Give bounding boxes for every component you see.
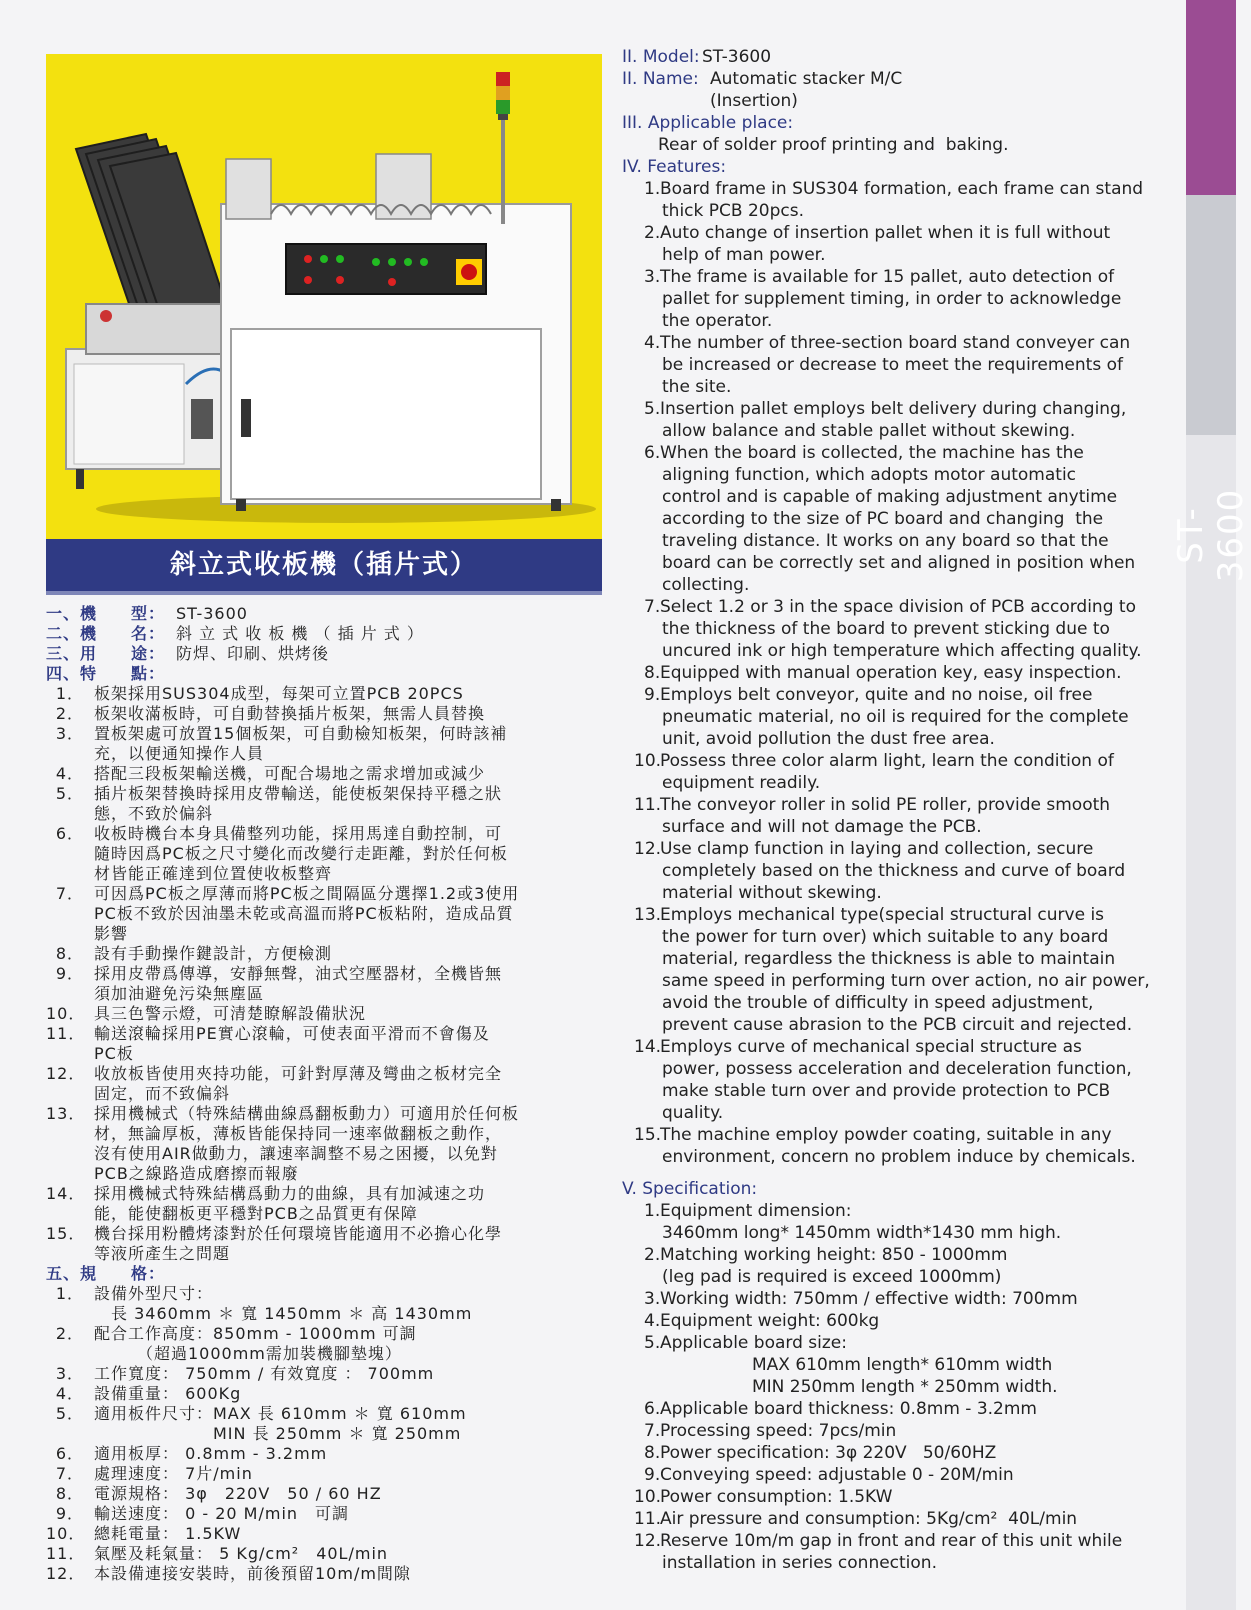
- en-feature-line: Insertion pallet employs belt delivery during changing,: [660, 399, 1127, 419]
- product-photo: [46, 54, 602, 539]
- en-spec-number: 10.: [634, 1487, 662, 1507]
- en-feature-line: board can be correctly set and aligned in position when: [662, 553, 1136, 573]
- en-spec-number: 1.: [644, 1201, 661, 1221]
- cn-spec-line: 適用板厚： 0.8mm - 3.2mm: [94, 1444, 328, 1463]
- cn-spec-line: 輸送速度： 0 - 20 M/min 可調: [94, 1504, 350, 1523]
- cn-spec-line: 總耗電量： 1.5KW: [94, 1524, 242, 1543]
- cn-feature-line: 態，不致於偏斜: [94, 804, 214, 823]
- en-feature-number: 3.: [644, 267, 661, 287]
- cn-spec-number: 7．: [55, 1464, 84, 1483]
- en-spec-number: 3.: [644, 1289, 661, 1309]
- cn-spec-number: 1．: [55, 1284, 84, 1303]
- en-feature-line: allow balance and stable pallet without skewing.: [662, 421, 1076, 441]
- en-place-label: III. Applicable place:: [622, 113, 794, 133]
- en-spec-number: 2.: [644, 1245, 661, 1265]
- cn-feature-line: 須加油避免污染無塵區: [94, 984, 265, 1003]
- en-spec-line: Applicable board size:: [660, 1333, 847, 1353]
- en-spec-line: Reserve 10m/m gap in front and rear of this unit while: [660, 1531, 1123, 1551]
- en-feature-number: 6.: [644, 443, 661, 463]
- en-feature-number: 9.: [644, 685, 661, 705]
- cn-feature-line: 機台採用粉體烤漆對於任何環境皆能適用不必擔心化學: [94, 1224, 503, 1243]
- en-feature-number: 14.: [634, 1037, 662, 1057]
- en-feature-line: traveling distance. It works on any board so that the: [662, 531, 1109, 551]
- en-spec-heading: V. Specification:: [622, 1179, 758, 1199]
- en-name-value: Automatic stacker M/C: [710, 69, 903, 89]
- cn-feature-number: 7．: [55, 884, 84, 903]
- cn-feature-line: 置板架處可放置15個板架，可自動檢知板架，何時該補: [94, 724, 508, 743]
- en-spec-line: 3460mm long* 1450mm width*1430 mm high.: [662, 1223, 1062, 1243]
- cn-feature-number: 15．: [46, 1224, 86, 1243]
- cn-feature-number: 13．: [46, 1104, 86, 1123]
- en-feature-number: 8.: [644, 663, 661, 683]
- cn-feature-line: 收板時機台本身具備整列功能，採用馬達自動控制，可: [94, 824, 503, 843]
- cn-feature-number: 8．: [55, 944, 84, 963]
- cn-spec-line: 長 3460mm ＊ 寬 1450mm ＊ 高 1430mm: [94, 1304, 473, 1323]
- cn-spec-number: 2．: [55, 1324, 84, 1343]
- en-feature-line: prevent cause abrasion to the PCB circuit and rejected.: [662, 1015, 1133, 1035]
- en-feature-number: 13.: [634, 905, 662, 925]
- cn-spec-number: 9．: [55, 1504, 84, 1523]
- en-spec-line: Applicable board thickness: 0.8mm - 3.2mm: [660, 1399, 1037, 1419]
- en-feature-line: environment, concern no problem induce by chemicals.: [662, 1147, 1136, 1167]
- cn-feature-line: 隨時因爲PC板之尺寸變化而改變行走距離，對於任何板: [94, 844, 508, 863]
- cn-feature-line: 輸送滾輪採用PE實心滾輪，可使表面平滑而不會傷及: [94, 1024, 490, 1043]
- cn-feature-line: 板架採用SUS304成型，每架可立置PCB 20PCS: [94, 684, 464, 703]
- cn-spec-line: 氣壓及耗氣量： 5 Kg/cm² 40L/min: [94, 1544, 389, 1563]
- en-feature-line: be increased or decrease to meet the requirements of: [662, 355, 1123, 375]
- en-feature-line: avoid the trouble of difficulty in speed adjustment,: [662, 993, 1094, 1013]
- en-feature-line: material, regardless the thickness is able to maintain: [662, 949, 1116, 969]
- cn-spec-heading: 五、規 格：: [46, 1264, 166, 1283]
- cn-feature-line: 充，以便通知操作人員: [94, 744, 265, 763]
- cn-feature-line: 影響: [94, 924, 129, 943]
- cn-feature-line: 沒有使用AIR做動力，讓速率調整不易之困擾，以免對: [94, 1144, 498, 1163]
- en-feature-line: surface and will not damage the PCB.: [662, 817, 982, 837]
- cn-feature-line: 可因爲PC板之厚薄而將PC板之間隔區分選擇1.2或3使用: [94, 884, 520, 903]
- en-spec-line: MAX 610mm length* 610mm width: [752, 1355, 1053, 1375]
- cn-feature-line: 採用機械式特殊結構爲動力的曲線，具有加減速之功: [94, 1184, 486, 1203]
- en-spec-line: installation in series connection.: [662, 1553, 937, 1573]
- en-feature-line: The machine employ powder coating, suitable in any: [660, 1125, 1112, 1145]
- en-feature-line: When the board is collected, the machine has the: [660, 443, 1084, 463]
- en-feature-number: 12.: [634, 839, 662, 859]
- en-feature-line: The frame is available for 15 pallet, auto detection of: [660, 267, 1115, 287]
- cn-feature-line: 具三色警示燈，可清楚瞭解設備狀況: [94, 1004, 367, 1023]
- side-tab-accent: [1186, 0, 1236, 195]
- en-feature-number: 11.: [634, 795, 662, 815]
- en-feature-line: the operator.: [662, 311, 773, 331]
- cn-feature-line: PCB之線路造成磨擦而報廢: [94, 1164, 299, 1183]
- en-feature-line: Board frame in SUS304 formation, each frame can stand: [660, 179, 1144, 199]
- photo-caption: 斜立式收板機（插片式）: [46, 539, 602, 591]
- en-feature-line: aligning function, which adopts motor automatic: [662, 465, 1077, 485]
- en-feature-number: 1.: [644, 179, 661, 199]
- side-tab-model: ST-3600: [1171, 487, 1251, 583]
- cn-feature-line: 材皆能正確達到位置使收板整齊: [94, 864, 333, 883]
- en-feature-line: completely based on the thickness and curve of board: [662, 861, 1126, 881]
- en-feature-line: The conveyor roller in solid PE roller, provide smooth: [660, 795, 1111, 815]
- cn-feature-number: 12．: [46, 1064, 86, 1083]
- cn-feature-line: PC板不致於因油墨未乾或高溫而將PC板粘附，造成品質: [94, 904, 514, 923]
- en-feature-number: 7.: [644, 597, 661, 617]
- cn-spec-line: MIN 長 250mm ＊ 寬 250mm: [94, 1424, 462, 1443]
- en-feature-number: 15.: [634, 1125, 662, 1145]
- en-feature-line: same speed in performing turn over action, no air power,: [662, 971, 1150, 991]
- cn-spec-line: 配合工作高度：850mm - 1000mm 可調: [94, 1324, 417, 1343]
- en-feature-number: 4.: [644, 333, 661, 353]
- en-feature-line: power, possess acceleration and deceleration function,: [662, 1059, 1132, 1079]
- cn-feature-number: 2．: [55, 704, 84, 723]
- en-spec-number: 11.: [634, 1509, 662, 1529]
- cn-spec-number: 11．: [46, 1544, 86, 1563]
- cn-use-label: 三、用 途：: [46, 644, 166, 663]
- en-spec-line: Power consumption: 1.5KW: [660, 1487, 893, 1507]
- en-spec-number: 12.: [634, 1531, 662, 1551]
- cn-features-heading: 四、特 點：: [46, 664, 166, 683]
- en-spec-number: 6.: [644, 1399, 661, 1419]
- en-model-label: II. Model:: [622, 47, 700, 67]
- en-spec-number: 7.: [644, 1421, 661, 1441]
- en-spec-number: 9.: [644, 1465, 661, 1485]
- en-feature-line: Possess three color alarm light, learn the condition of: [660, 751, 1114, 771]
- en-spec-line: Air pressure and consumption: 5Kg/cm² 40L/min: [660, 1509, 1078, 1529]
- en-feature-line: Equipped with manual operation key, easy inspection.: [660, 663, 1122, 683]
- en-feature-line: the thickness of the board to prevent sticking due to: [662, 619, 1110, 639]
- cn-spec-line: 電源規格： 3φ 220V 50 / 60 HZ: [94, 1484, 382, 1503]
- cn-feature-number: 4．: [55, 764, 84, 783]
- cn-spec-line: 工作寬度： 750mm / 有效寬度 ： 700mm: [94, 1364, 435, 1383]
- cn-spec-line: 處理速度： 7片/min: [94, 1464, 253, 1483]
- en-spec-line: Matching working height: 850 - 1000mm: [660, 1245, 1008, 1265]
- en-feature-line: pallet for supplement timing, in order to acknowledge: [662, 289, 1122, 309]
- en-feature-line: The number of three-section board stand conveyer can: [660, 333, 1131, 353]
- cn-model-label: 一、機 型：: [46, 604, 166, 623]
- cn-spec-line: 適用板件尺寸：MAX 長 610mm ＊ 寬 610mm: [94, 1404, 467, 1423]
- en-spec-line: Conveying speed: adjustable 0 - 20M/min: [660, 1465, 1014, 1485]
- en-feature-line: equipment readily.: [662, 773, 821, 793]
- cn-spec-number: 8．: [55, 1484, 84, 1503]
- cn-feature-number: 10．: [46, 1004, 86, 1023]
- cn-feature-number: 11．: [46, 1024, 86, 1043]
- en-spec-number: 5.: [644, 1333, 661, 1353]
- side-tab: [1171, 0, 1251, 1610]
- cn-spec-line: 本設備連接安裝時，前後預留10m/m間隙: [94, 1564, 411, 1583]
- en-feature-number: 5.: [644, 399, 661, 419]
- en-feature-line: Use clamp function in laying and collection, secure: [660, 839, 1094, 859]
- en-feature-line: help of man power.: [662, 245, 826, 265]
- cn-spec-number: 10．: [46, 1524, 86, 1543]
- en-spec-line: MIN 250mm length * 250mm width.: [752, 1377, 1058, 1397]
- en-feature-line: control and is capable of making adjustment anytime: [662, 487, 1118, 507]
- cn-feature-line: 能，能使翻板更平穩對PCB之品質更有保障: [94, 1204, 418, 1223]
- cn-feature-line: PC板: [94, 1044, 134, 1063]
- en-feature-line: material without skewing.: [662, 883, 882, 903]
- cn-feature-line: 採用皮帶爲傳導，安靜無聲，油式空壓器材，全機皆無: [94, 964, 503, 983]
- en-feature-line: thick PCB 20pcs.: [662, 201, 804, 221]
- en-place-value: Rear of solder proof printing and baking.: [658, 135, 1009, 155]
- en-spec-line: Power specification: 3φ 220V 50/60HZ: [660, 1443, 997, 1463]
- cn-name-value: 斜 立 式 收 板 機 （ 插 片 式 ）: [176, 624, 424, 643]
- cn-spec-number: 6．: [55, 1444, 84, 1463]
- cn-use-value: 防焊、印刷、烘烤後: [176, 644, 330, 663]
- cn-model-value: ST-3600: [176, 604, 248, 623]
- en-spec-line: Equipment weight: 600kg: [660, 1311, 880, 1331]
- en-feature-number: 10.: [634, 751, 662, 771]
- en-feature-line: Select 1.2 or 3 in the space division of PCB according to: [660, 597, 1136, 617]
- cn-feature-line: 固定，而不致偏斜: [94, 1084, 231, 1103]
- cn-feature-number: 14．: [46, 1184, 86, 1203]
- en-feature-line: make stable turn over and provide protection to PCB: [662, 1081, 1111, 1101]
- cn-feature-line: 搭配三段板架輸送機，可配合場地之需求增加或減少: [94, 764, 486, 783]
- cn-feature-number: 1．: [55, 684, 84, 703]
- cn-name-label: 二、機 名：: [46, 624, 166, 643]
- en-features-heading: IV. Features:: [622, 157, 727, 177]
- en-feature-line: collecting.: [662, 575, 750, 595]
- cn-feature-line: 材，無論厚板，薄板皆能保持同一速率做翻板之動作，: [94, 1124, 503, 1143]
- en-name-value-2: (Insertion): [710, 91, 798, 111]
- en-spec-line: Processing speed: 7pcs/min: [660, 1421, 897, 1441]
- cn-feature-line: 板架收滿板時，可自動替換插片板架，無需人員替換: [94, 704, 486, 723]
- cn-spec-line: 設備重量： 600Kg: [94, 1384, 242, 1403]
- en-feature-line: Employs curve of mechanical special structure as: [660, 1037, 1082, 1057]
- cn-feature-line: 收放板皆使用夾持功能，可針對厚薄及彎曲之板材完全: [94, 1064, 503, 1083]
- en-feature-line: the power for turn over) which suitable to any board: [662, 927, 1109, 947]
- en-spec-line: (leg pad is required is exceed 1000mm): [662, 1267, 1002, 1287]
- cn-spec-line: 設備外型尺寸：: [94, 1284, 214, 1303]
- cn-spec-number: 12．: [46, 1564, 86, 1583]
- cn-feature-number: 5．: [55, 784, 84, 803]
- cn-spec-line: （超過1000mm需加裝機腳墊塊）: [94, 1344, 402, 1363]
- cn-feature-number: 3．: [55, 724, 84, 743]
- en-feature-line: uncured ink or high temperature which affecting quality.: [662, 641, 1142, 661]
- cn-spec-number: 5．: [55, 1404, 84, 1423]
- cn-feature-line: 插片板架替換時採用皮帶輸送，能使板架保持平穩之狀: [94, 784, 503, 803]
- side-tab-label-panel: [1171, 195, 1251, 583]
- en-name-label: II. Name:: [622, 69, 699, 89]
- cn-feature-number: 6．: [55, 824, 84, 843]
- cn-spec-number: 4．: [55, 1384, 84, 1403]
- cn-feature-number: 9．: [55, 964, 84, 983]
- caption-underline: [46, 591, 602, 595]
- en-feature-line: Employs belt conveyor, quite and no noise, oil free: [660, 685, 1093, 705]
- en-feature-line: Auto change of insertion pallet when it is full without: [660, 223, 1111, 243]
- en-feature-line: quality.: [662, 1103, 724, 1123]
- en-feature-line: pneumatic material, no oil is required for the complete: [662, 707, 1129, 727]
- en-spec-line: Equipment dimension:: [660, 1201, 852, 1221]
- en-feature-line: the site.: [662, 377, 732, 397]
- en-feature-number: 2.: [644, 223, 661, 243]
- machine-illustration: [46, 54, 602, 539]
- en-model-value: ST-3600: [702, 47, 772, 67]
- en-feature-line: according to the size of PC board and changing the: [662, 509, 1104, 529]
- en-feature-line: unit, avoid pollution the dust free area.: [662, 729, 995, 749]
- cn-feature-line: 等液所產生之問題: [94, 1244, 231, 1263]
- en-spec-number: 4.: [644, 1311, 661, 1331]
- en-feature-line: Employs mechanical type(special structural curve is: [660, 905, 1105, 925]
- cn-feature-line: 採用機械式（特殊結構曲線爲翻板動力）可適用於任何板: [94, 1104, 520, 1123]
- en-spec-line: Working width: 750mm / effective width: 700mm: [660, 1289, 1078, 1309]
- cn-feature-line: 設有手動操作鍵設計，方便檢測: [94, 944, 333, 963]
- cn-spec-number: 3．: [55, 1364, 84, 1383]
- en-spec-number: 8.: [644, 1443, 661, 1463]
